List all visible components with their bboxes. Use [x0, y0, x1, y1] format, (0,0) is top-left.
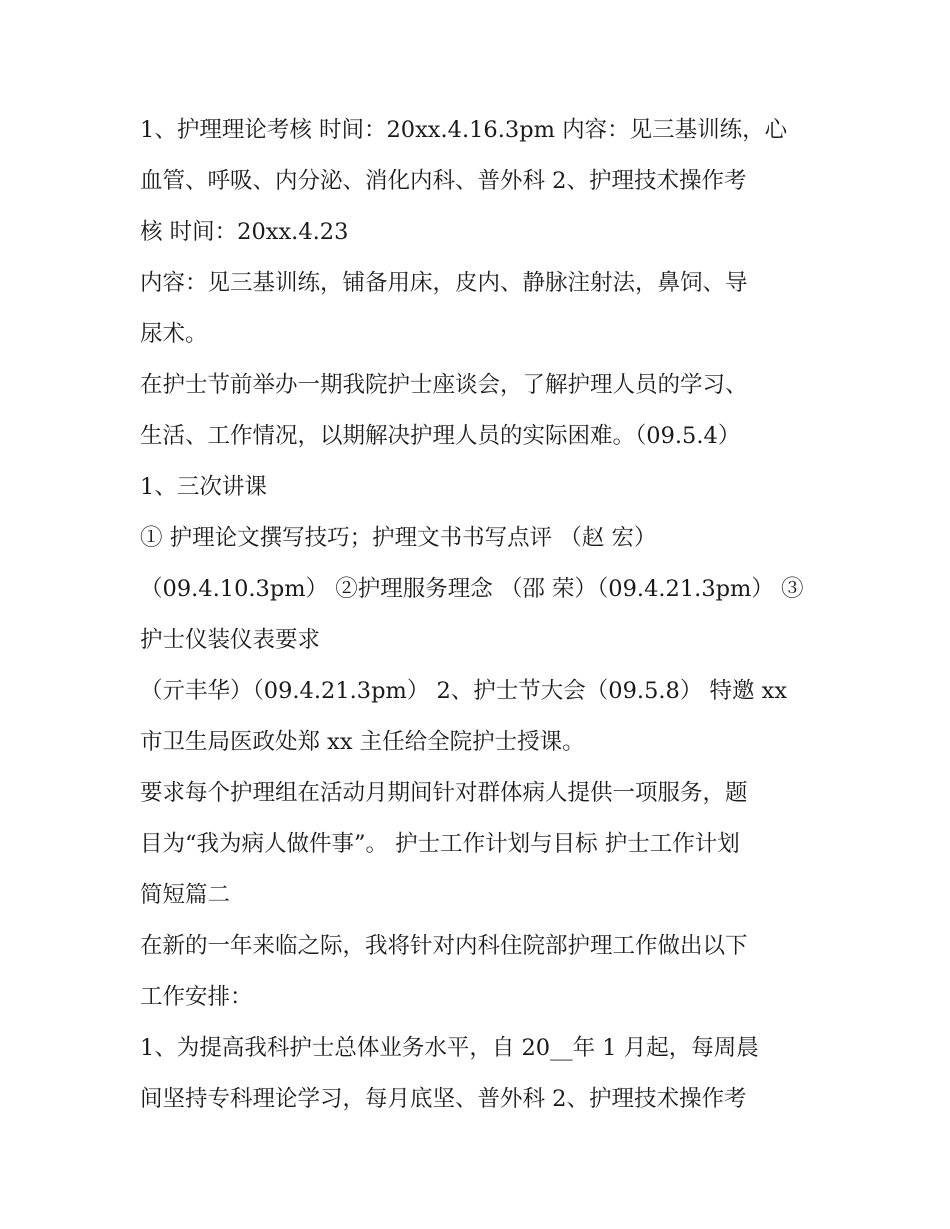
text-line: 工作安排：	[140, 984, 253, 1010]
text-line: 1、三次讲课	[140, 474, 267, 500]
text-line: （亓丰华）（09.4.21.3pm） 2、护士节大会（09.5.8） 特邀 xx	[140, 678, 788, 704]
text-line: 在护士节前举办一期我院护士座谈会，了解护理人员的学习、	[140, 372, 748, 398]
text-line: 核 时间：20xx.4.23	[140, 219, 349, 245]
text-line: 内容：见三基训练，铺备用床，皮内、静脉注射法，鼻饲、导	[140, 270, 748, 296]
text-line: 在新的一年来临之际，我将针对内科住院部护理工作做出以下	[140, 933, 748, 959]
text-line: （09.4.10.3pm） ②护理服务理念 （邵 荣）（09.4.21.3pm） ③	[140, 576, 804, 602]
text-line: 护士仪装仪表要求	[140, 627, 321, 653]
text-line: 生活、工作情况，以期解决护理人员的实际困难。（09.5.4）	[140, 423, 741, 449]
text-line: 间坚持专科理论学习，每月底坚、普外科 2、护理技术操作考	[140, 1086, 747, 1112]
text-line: 要求每个护理组在活动月期间针对群体病人提供一项服务，题	[140, 780, 748, 806]
text-line: 目为“我为病人做件事”。 护士工作计划与目标 护士工作计划	[140, 831, 740, 857]
text-line: 市卫生局医政处郑 xx 主任给全院护士授课。	[140, 729, 585, 755]
document-body	[140, 105, 812, 1125]
text-line: 血管、呼吸、内分泌、消化内科、普外科 2、护理技术操作考	[140, 168, 747, 194]
text-line: ① 护理论文撰写技巧；护理文书书写点评 （赵 宏）	[140, 525, 657, 551]
text-line: 简短篇二	[140, 882, 231, 908]
text-line: 1、护理理论考核 时间：20xx.4.16.3pm 内容：见三基训练，心	[140, 117, 788, 143]
text-line: 尿术。	[140, 321, 208, 347]
text-line: 1、为提高我科护士总体业务水平，自 20__年 1 月起，每周晨	[140, 1035, 759, 1061]
